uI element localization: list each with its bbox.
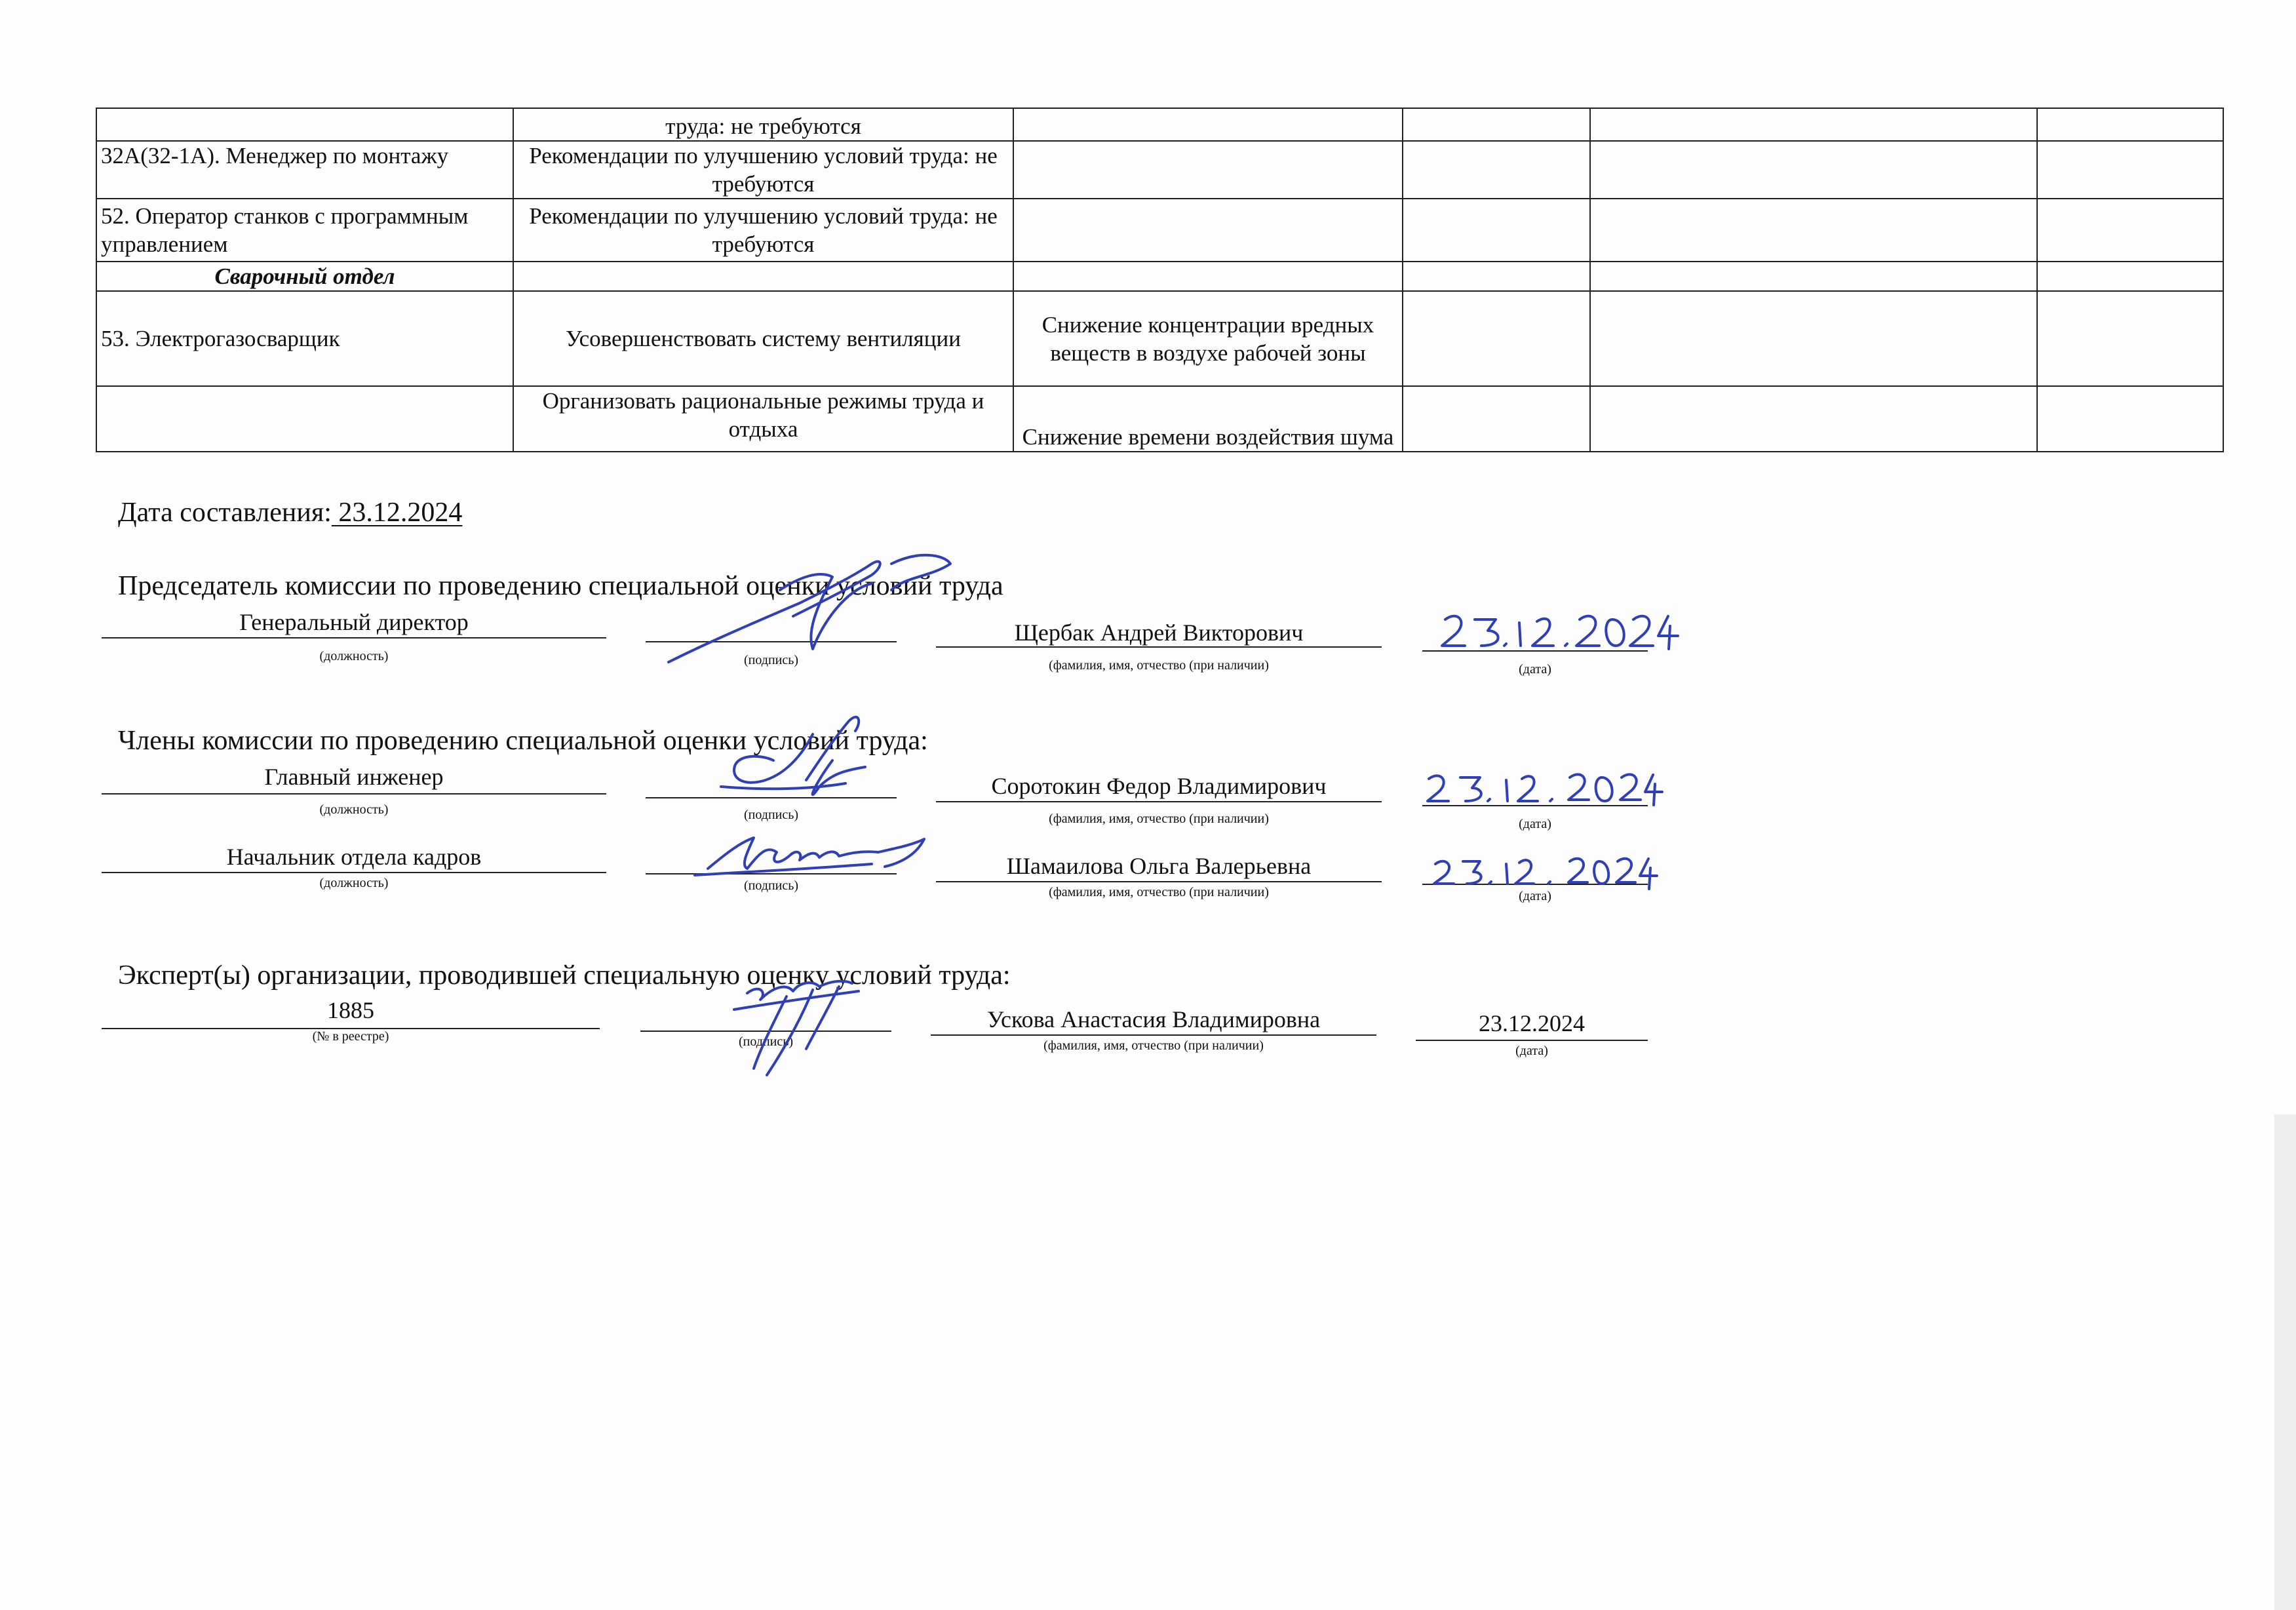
member-2-signature-caption: (подпись) bbox=[743, 878, 799, 893]
chairman-signature bbox=[669, 555, 950, 662]
chairman-date-caption: (дата) bbox=[1519, 662, 1551, 677]
expert-registry-number: 1885 bbox=[327, 997, 374, 1023]
chairman-name: Щербак Андрей Викторович bbox=[1014, 619, 1304, 646]
chairman-signature-caption: (подпись) bbox=[743, 653, 799, 667]
chairman-date-ink bbox=[1442, 616, 1678, 649]
member-2-date-caption: (дата) bbox=[1519, 889, 1551, 903]
member-1-name-caption: (фамилия, имя, отчество (при наличии) bbox=[1049, 812, 1269, 826]
table-cell-measure: Организовать рациональные режимы труда и отдыха bbox=[513, 386, 1013, 452]
expert-signature bbox=[734, 981, 859, 1075]
expert-registry-caption: (№ в реестре) bbox=[312, 1029, 389, 1044]
expert-date: 23.12.2024 bbox=[1479, 1010, 1585, 1036]
expert-signature-caption: (подпись) bbox=[738, 1034, 794, 1049]
table-cell-measure: Рекомендации по улучшению условий труда: не требуются bbox=[513, 199, 1013, 262]
table-cell-workplace: 32А(32-1А). Менеджер по монтажу bbox=[96, 141, 513, 199]
chairman-position-caption: (должность) bbox=[319, 649, 389, 663]
experts-heading: Эксперт(ы) организации, проводившей специальную оценку условий труда: bbox=[118, 960, 1011, 991]
expert-date-caption: (дата) bbox=[1515, 1044, 1548, 1058]
member-2-name-caption: (фамилия, имя, отчество (при наличии) bbox=[1049, 885, 1269, 899]
chairman-heading: Председатель комиссии по проведению специальной оценки условий труда bbox=[118, 571, 1003, 601]
chairman-position: Генеральный директор bbox=[239, 609, 469, 635]
member-2-signature bbox=[695, 838, 924, 875]
scan-right-edge bbox=[2274, 1114, 2296, 1610]
member-2-position: Начальник отдела кадров bbox=[226, 844, 482, 870]
expert-name: Ускова Анастасия Владимировна bbox=[986, 1006, 1321, 1032]
member-2-date-ink bbox=[1434, 859, 1657, 889]
members-heading: Члены комиссии по проведению специальной оценки условий труда: bbox=[118, 726, 928, 756]
member-1-date-caption: (дата) bbox=[1519, 817, 1551, 831]
chairman-name-caption: (фамилия, имя, отчество (при наличии) bbox=[1049, 658, 1269, 673]
member-1-signature bbox=[721, 717, 865, 795]
table-cell-goal: Снижение концентрации вредных веществ в воздухе рабочей зоны bbox=[1013, 291, 1403, 386]
table-cell-workplace: 52. Оператор станков с программным управлением bbox=[96, 199, 513, 262]
table-cell-workplace: 53. Электрогазосварщик bbox=[96, 291, 513, 386]
department-heading: Сварочный отдел bbox=[96, 262, 513, 291]
member-1-date-ink bbox=[1428, 774, 1662, 805]
member-1-position: Главный инженер bbox=[264, 764, 444, 790]
table-cell-measure: труда: не требуются bbox=[513, 108, 1013, 141]
member-1-name: Соротокин Федор Владимирович bbox=[991, 773, 1327, 799]
date-compiled-value: 23.12.2024 bbox=[331, 498, 463, 528]
table-cell-measure: Усовершенствовать систему вентиляции bbox=[513, 291, 1013, 386]
date-compiled-label: Дата составления: bbox=[118, 498, 332, 528]
member-1-signature-caption: (подпись) bbox=[743, 808, 799, 822]
member-2-position-caption: (должность) bbox=[319, 876, 389, 890]
member-1-position-caption: (должность) bbox=[319, 802, 389, 817]
member-2-name: Шамаилова Ольга Валерьевна bbox=[1006, 853, 1312, 879]
table-cell-measure: Рекомендации по улучшению условий труда: не требуются bbox=[513, 141, 1013, 199]
expert-name-caption: (фамилия, имя, отчество (при наличии) bbox=[1043, 1038, 1264, 1053]
table-cell-goal: Снижение времени воздействия шума bbox=[1013, 386, 1403, 452]
